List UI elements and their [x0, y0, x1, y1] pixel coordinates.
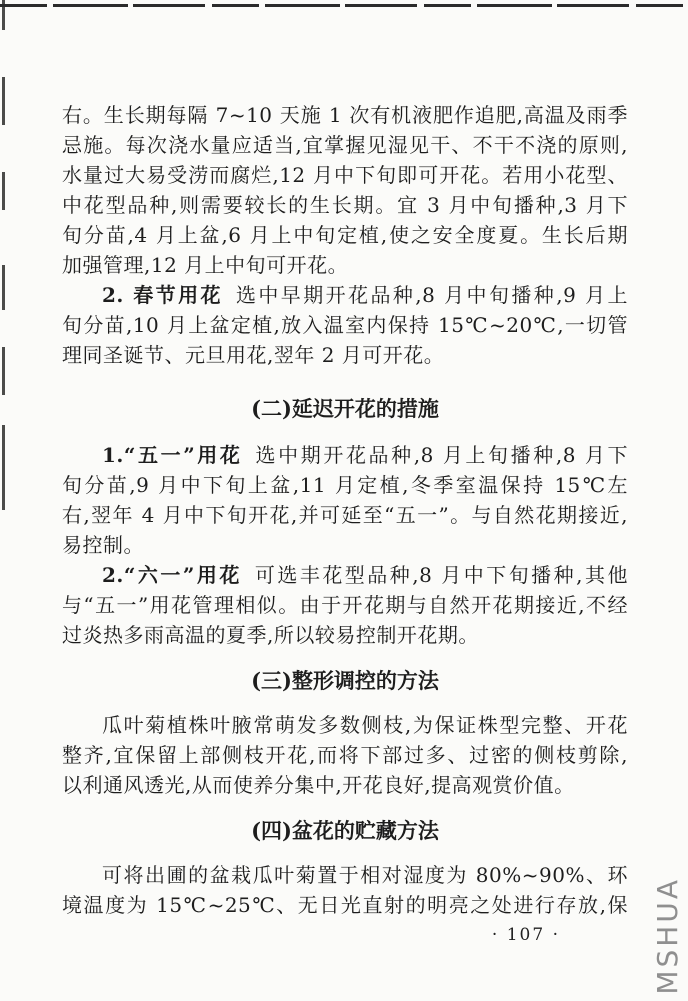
text-line	[62, 250, 628, 280]
text-line	[62, 440, 628, 470]
section-heading: (四)盆花的贮藏方法	[251, 818, 439, 843]
text-line	[62, 860, 628, 890]
line-text: 忌施。每次浇水量应适当,宜掌握见湿见干、不干不浇的原则,	[62, 133, 628, 157]
text-line	[62, 100, 628, 130]
section-heading: (三)整形调控的方法	[251, 668, 439, 693]
text-line	[62, 770, 628, 800]
scan-edge-top	[0, 4, 688, 7]
line-text: 理同圣诞节、元旦用花,翌年 2 月可开花。	[62, 343, 445, 367]
line-text: 选中早期开花品种,8 月中旬播种,9 月上	[235, 283, 628, 307]
line-text: 选中期开花品种,8 月上旬播种,8 月下	[255, 443, 628, 467]
line-text: 以利通风透光,从而使养分集中,开花良好,提高观赏价值。	[62, 773, 575, 797]
text-line	[62, 160, 628, 190]
line-text: 可选丰花型品种,8 月中下旬播种,其他	[254, 563, 629, 587]
line-text: 中花型品种,则需要较长的生长期。宜 3 月中旬播种,3 月下	[62, 193, 628, 217]
line-text: 旬分苗,9 月中下旬上盆,11 月定植,冬季室温保持 15℃左	[62, 473, 628, 497]
line-text: 右。生长期每隔 7~10 天施 1 次有机液肥作追肥,高温及雨季	[62, 103, 628, 127]
run-in-label: 2.“六一”用花	[102, 563, 242, 587]
scan-mark	[2, 265, 5, 310]
line-text: 旬分苗,10 月上盆定植,放入温室内保持 15℃~20℃,一切管	[62, 313, 628, 337]
text-line	[62, 310, 628, 340]
scan-mark	[2, 425, 5, 510]
text-line	[62, 280, 628, 310]
text-line	[62, 890, 628, 920]
text-line	[62, 470, 628, 500]
text-line	[62, 530, 628, 560]
section-heading: (二)延迟开花的措施	[251, 396, 439, 421]
text-line	[62, 130, 628, 160]
text-line	[62, 710, 628, 740]
line-text: 右,翌年 4 月中下旬开花,并可延至“五一”。与自然花期接近,	[62, 503, 628, 527]
text-line	[62, 560, 628, 590]
text-line	[62, 190, 628, 220]
run-in-label: 2. 春节用花	[102, 283, 223, 307]
scan-mark	[2, 172, 5, 210]
scan-mark	[2, 0, 5, 30]
page-content	[62, 100, 628, 920]
text-line	[62, 340, 628, 370]
line-text: 过炎热多雨高温的夏季,所以较易控制开花期。	[62, 623, 479, 647]
scan-mark	[2, 347, 5, 395]
text-line	[62, 590, 628, 620]
text-line	[62, 500, 628, 530]
run-in-label: 1.“五一”用花	[102, 443, 243, 467]
text-line	[62, 740, 628, 770]
scan-mark	[2, 77, 5, 125]
line-text: 整齐,宜保留上部侧枝开花,而将下部过多、过密的侧枝剪除,	[62, 743, 628, 767]
line-text: 可将出圃的盆栽瓜叶菊置于相对湿度为 80%~90%、环	[102, 863, 628, 887]
line-text: 水量过大易受涝而腐烂,12 月中下旬即可开花。若用小花型、	[62, 163, 628, 187]
text-line	[62, 220, 628, 250]
line-text: 境温度为 15℃~25℃、无日光直射的明亮之处进行存放,保	[62, 893, 628, 917]
line-text: 加强管理,12 月上中旬可开花。	[62, 253, 349, 277]
line-text: 瓜叶菊植株叶腋常萌发多数侧枝,为保证株型完整、开花	[102, 713, 628, 737]
line-text: 易控制。	[62, 533, 144, 557]
page-number: · 107 ·	[491, 925, 560, 945]
line-text: 与“五一”用花管理相似。由于开花期与自然开花期接近,不经	[62, 593, 628, 617]
line-text: 旬分苗,4 月上盆,6 月上中旬定植,使之安全度夏。生长后期	[62, 223, 628, 247]
watermark: MSHUA	[651, 877, 684, 995]
text-line	[62, 620, 628, 650]
